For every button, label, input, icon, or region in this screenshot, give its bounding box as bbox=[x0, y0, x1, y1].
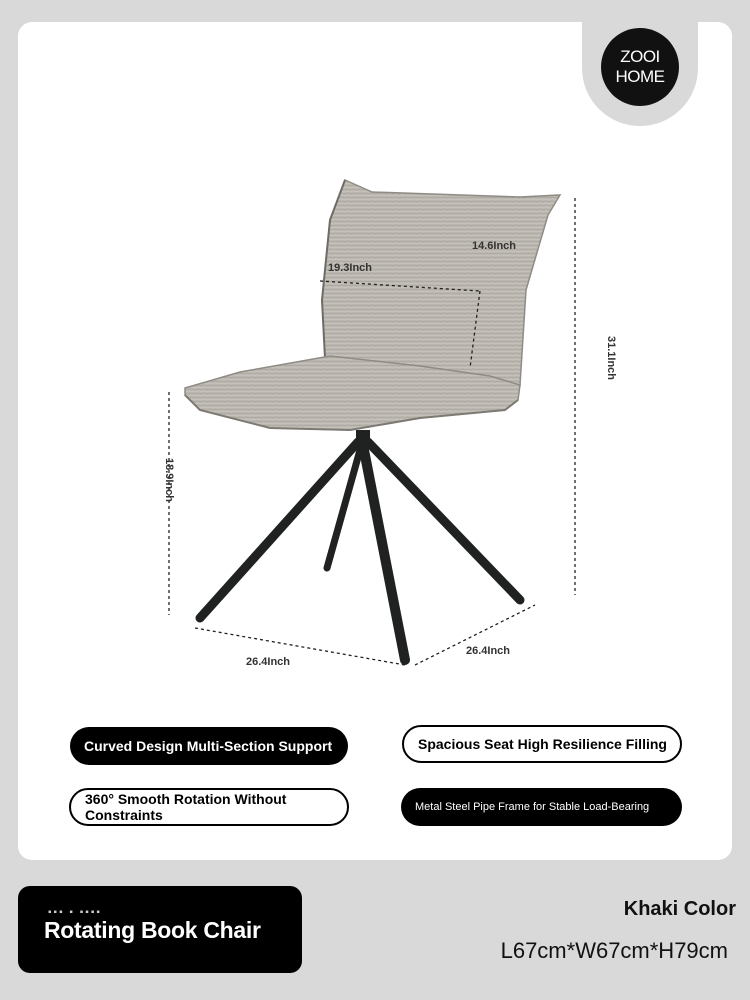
dim-base-width: 26.4Inch bbox=[246, 656, 291, 668]
product-color: Khaki Color bbox=[623, 898, 736, 920]
dim-seat-height: 18.9Inch bbox=[163, 458, 175, 503]
brand-logo-line1: ZOOI bbox=[620, 47, 660, 66]
feature-text: Spacious Seat High Resilience Filling bbox=[418, 736, 667, 752]
dim-back-height: 14.6Inch bbox=[472, 240, 517, 252]
chair-backrest bbox=[322, 180, 560, 385]
feature-pill bbox=[401, 788, 682, 826]
feature-text: Curved Design Multi-Section Support bbox=[84, 738, 333, 754]
title-decoration: ▪▪▪ ▪ ▪▪▪▪ bbox=[48, 907, 102, 918]
dim-back-width: 19.3Inch bbox=[328, 262, 373, 274]
feature-pill bbox=[70, 727, 348, 765]
brand-logo-line2: HOME bbox=[615, 67, 665, 86]
product-title: Rotating Book Chair bbox=[44, 917, 261, 943]
product-size: L67cm*W67cm*H79cm bbox=[500, 938, 728, 963]
feature-text: Metal Steel Pipe Frame for Stable Load-Bearing bbox=[415, 800, 650, 813]
chair-legs bbox=[200, 442, 520, 660]
dim-base-depth: 26.4Inch bbox=[466, 645, 511, 657]
dim-total-height: 31.1Inch bbox=[605, 336, 617, 381]
feature-text: 360° Smooth Rotation Without Constraints bbox=[85, 791, 287, 823]
feature-pill bbox=[402, 725, 682, 763]
feature-pill bbox=[69, 788, 349, 826]
